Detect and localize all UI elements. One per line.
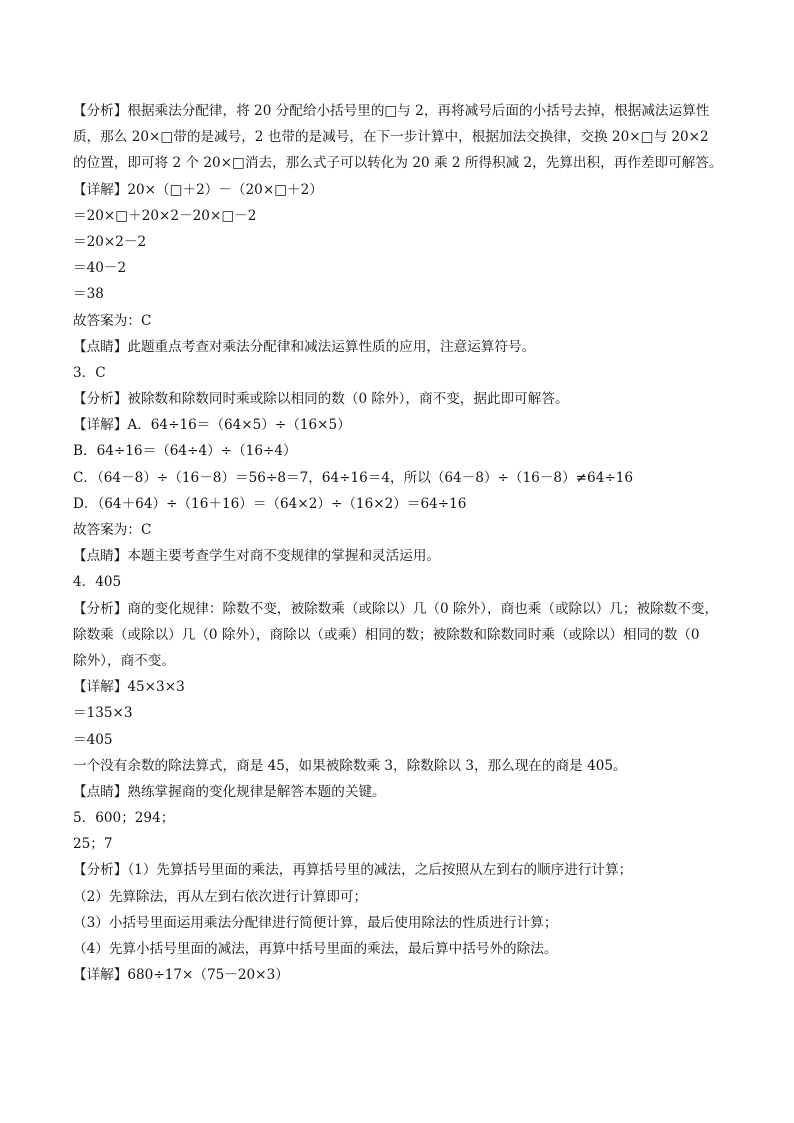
question-number: 4．405 bbox=[73, 574, 122, 591]
text-line: ＝38 bbox=[73, 286, 104, 303]
text-line: 【分析】商的变化规律：除数不变，被除数乘（或除以）几（0 除外），商也乘（或除以）几；被除数不变， bbox=[73, 600, 719, 617]
text-line: 的位置，即可将 2 个 20×□消去，那么式子可以转化为 20 乘 2 所得积减 2，先算出积，再作差即可解答。 bbox=[73, 155, 723, 172]
document-page bbox=[73, 98, 733, 988]
text-line: ＝20×2－2 bbox=[73, 233, 147, 250]
text-line: 【点睛】本题主要考查学生对商不变规律的掌握和灵活运用。 bbox=[73, 548, 441, 565]
text-line: 【详解】680÷17×（75－20×3） bbox=[73, 967, 289, 984]
text-line: 除数乘（或除以）几（0 除外），商除以（或乘）相同的数；被除数和除数同时乘（或除以）相同的数（0 bbox=[73, 626, 700, 643]
text-line: C．（64－8）÷（16－8）＝56÷8＝7，64÷16＝4，所以（64－8）÷（16－8）≠64÷16 bbox=[73, 469, 634, 486]
text-line: （3）小括号里面运用乘法分配律进行简便计算，最后使用除法的性质进行计算； bbox=[73, 914, 558, 931]
text-line: ＝20×□＋20×2－20×□－2 bbox=[73, 207, 257, 224]
text-line: 一个没有余数的除法算式，商是 45，如果被除数乘 3，除数除以 3，那么现在的商是 405。 bbox=[73, 757, 627, 774]
text-line: B．64÷16＝（64÷4）÷（16÷4） bbox=[73, 443, 297, 460]
text-line: ＝405 bbox=[73, 731, 113, 748]
text-line: 故答案为：C bbox=[73, 312, 152, 329]
text-line: 【点睛】熟练掌握商的变化规律是解答本题的关键。 bbox=[73, 783, 386, 800]
question-number: 5．600；294； bbox=[73, 810, 175, 827]
question-number: 3．C bbox=[73, 364, 106, 381]
text-line: 【详解】45×3×3 bbox=[73, 679, 185, 696]
text-line: 除外），商不变。 bbox=[73, 652, 175, 669]
text-line: ＝135×3 bbox=[73, 705, 133, 722]
text-line: 【详解】20×（□＋2）－（20×□＋2） bbox=[73, 181, 323, 198]
text-line: D．（64＋64）÷（16＋16）＝（64×2）÷（16×2）＝64÷16 bbox=[73, 495, 467, 512]
text-line: 【分析】（1）先算括号里面的乘法，再算括号里的减法，之后按照从左到右的顺序进行计算； bbox=[73, 862, 633, 879]
text-line: 【点睛】此题重点考查对乘法分配律和减法运算性质的应用，注意运算符号。 bbox=[73, 338, 536, 355]
text-line: 质，那么 20×□带的是减号，2 也带的是减号，在下一步计算中，根据加法交换律，交换 20×□与 20×2 bbox=[73, 129, 709, 146]
text-line: 25；7 bbox=[73, 836, 113, 853]
text-line: 【详解】A．64÷16＝（64×5）÷（16×5） bbox=[73, 417, 351, 434]
text-line: （2）先算除法，再从左到右依次进行计算即可； bbox=[73, 888, 368, 905]
text-line: 故答案为：C bbox=[73, 522, 152, 538]
text-line: 【分析】被除数和除数同时乘或除以相同的数（0 除外），商不变，据此即可解答。 bbox=[73, 391, 569, 408]
text-line: （4）先算小括号里面的减法，再算中括号里面的乘法，最后算中括号外的除法。 bbox=[73, 941, 558, 957]
text-line: 【分析】根据乘法分配律，将 20 分配给小括号里的□与 2，再将减号后面的小括号去掉，根据减法运算性 bbox=[73, 103, 710, 119]
text-line: ＝40－2 bbox=[73, 260, 127, 277]
